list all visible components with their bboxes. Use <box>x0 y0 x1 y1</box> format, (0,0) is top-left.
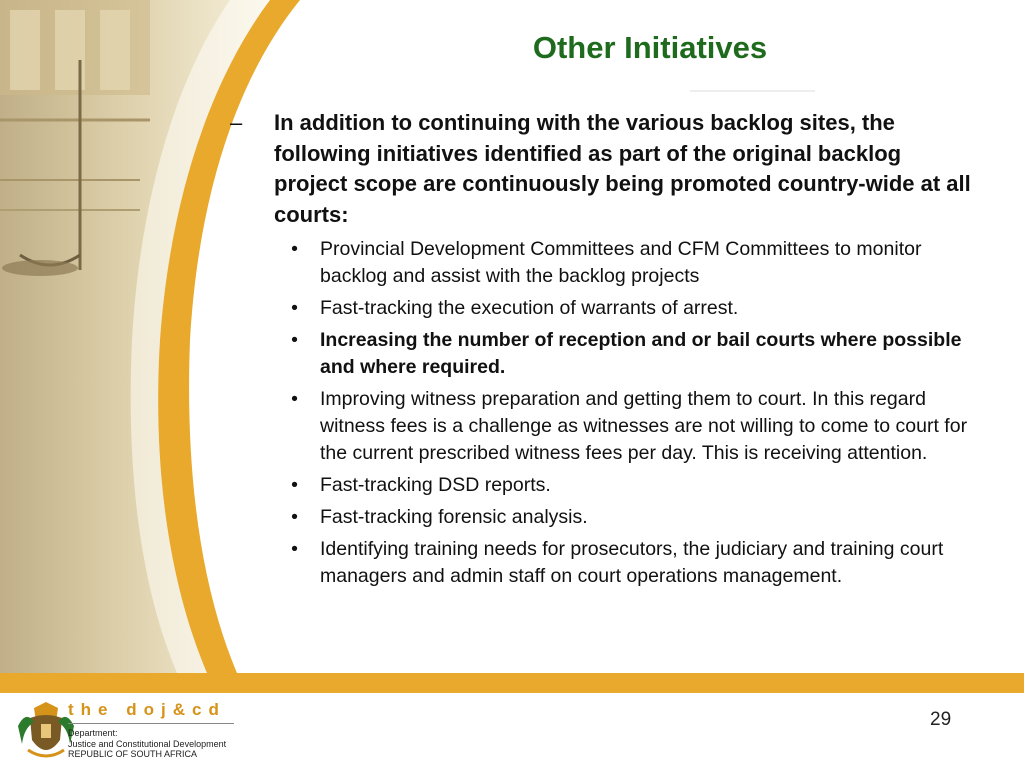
bullet-item <box>230 236 990 290</box>
bullet-marker: • <box>291 238 298 260</box>
bullet-item <box>230 504 990 531</box>
slide-body <box>230 108 990 595</box>
bullet-text: Fast-tracking the execution of warrants of arrest. <box>320 297 739 319</box>
bullet-marker: • <box>291 388 298 410</box>
bullet-marker: • <box>291 297 298 319</box>
logo-department-name: Justice and Constitutional Development <box>68 739 227 749</box>
bullet-item <box>230 536 990 590</box>
logo-divider <box>68 723 234 724</box>
title-underline <box>690 90 815 92</box>
page-number: 29 <box>930 709 952 730</box>
dash-marker: – <box>230 110 243 135</box>
bullet-item <box>230 472 990 499</box>
bullet-marker: • <box>291 329 298 351</box>
bullet-text: Provincial Development Committees and CFM Committees to monitor backlog and assist with the backlog projects <box>320 238 922 287</box>
logo-wordmark: the doj&cd <box>68 700 226 719</box>
bullet-item <box>230 327 990 381</box>
bullet-text: Increasing the number of reception and or bail courts where possible and where required. <box>320 329 962 378</box>
logo-department-label: Department: <box>68 728 118 738</box>
bullet-marker: • <box>291 506 298 528</box>
bullet-text: Improving witness preparation and getting them to court. In this regard witness fees is a challenge as witnesses are not willing to come to court for the current prescribed witness fees per day. This is receiving attention. <box>320 388 968 464</box>
bullet-marker: • <box>291 538 298 560</box>
bullet-item <box>230 386 990 467</box>
bullet-text: Fast-tracking DSD reports. <box>320 474 551 496</box>
logo-country: REPUBLIC OF SOUTH AFRICA <box>68 749 198 759</box>
bullet-list <box>230 236 990 590</box>
bullet-marker: • <box>291 474 298 496</box>
bullet-text: Fast-tracking forensic analysis. <box>320 506 588 528</box>
footer-accent-bar <box>0 673 1024 693</box>
slide-title: Other Initiatives <box>532 30 768 65</box>
lead-paragraph <box>230 108 990 230</box>
bullet-text: Identifying training needs for prosecutors, the judiciary and training court managers and admin staff on court operations management. <box>320 538 944 587</box>
bullet-item <box>230 295 990 322</box>
lead-text: In addition to continuing with the various backlog sites, the following initiatives identified as part of the original backlog project scope are continuously being promoted country-wide at all courts: <box>274 110 971 227</box>
